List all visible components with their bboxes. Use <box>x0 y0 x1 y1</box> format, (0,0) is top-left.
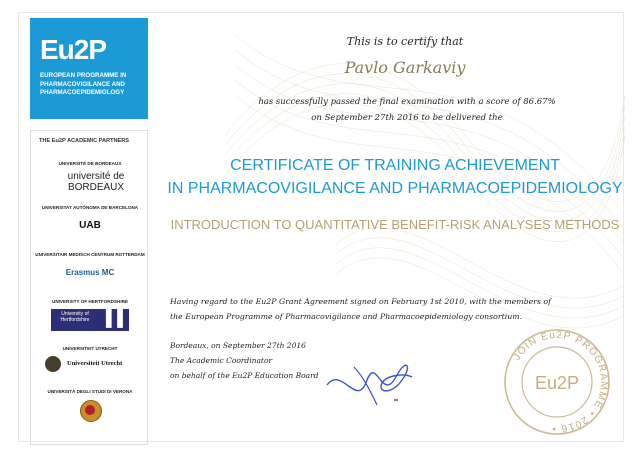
verona-seal-icon <box>78 399 102 421</box>
logo-mark: Eu2P <box>40 34 107 65</box>
partner-verona <box>35 389 145 421</box>
logo-line-2: PHARMACOVIGILANCE AND <box>40 80 126 88</box>
grant-statement-1: Having regard to the Eu2P Grant Agreement signed on February 1st 2010, with the members of <box>170 297 552 306</box>
exam-result: has successfully passed the final examination with a score of 86.67% <box>258 97 556 107</box>
partners-panel <box>30 130 148 445</box>
utrecht-logo <box>45 356 135 376</box>
logo-line-3: PHARMACOEPIDEMIOLOGY <box>40 89 125 96</box>
uab-logo-text: UAB <box>79 220 101 231</box>
sidebar <box>30 18 148 438</box>
education-board: on behalf of the Eu2P Education Board <box>170 371 319 380</box>
certificate-title-line-2: IN PHARMACOVIGILANCE AND PHARMACOEPIDEMIOLOGY <box>167 180 623 197</box>
stamp-center-text: Eu2P <box>534 373 580 393</box>
bordeaux-logo <box>50 171 130 191</box>
coordinator-role: The Academic Coordinator <box>170 356 273 365</box>
recipient-name: Pavlo Garkaviy <box>344 58 466 77</box>
logo-text <box>40 72 148 98</box>
utrecht-logo-text: Universiteit Utrecht <box>67 360 123 367</box>
uh-mark-icon: ▐▐ <box>100 310 123 327</box>
partner-hertfordshire <box>35 299 145 331</box>
utrecht-seal-icon <box>45 356 61 372</box>
place-date: Bordeaux, on September 27th 2016 <box>170 341 306 350</box>
programme-stamp <box>501 326 613 438</box>
partner-name: UNIVERSITAT AUTÒNOMA DE BARCELONA <box>41 205 139 210</box>
partners-title: THE Eu2P ACADEMIC PARTNERS <box>39 138 130 144</box>
partner-name: UNIVERSITAIR MEDISCH CENTRUM ROTTERDAM <box>35 252 145 257</box>
partner-barcelona <box>35 205 145 235</box>
partner-name: UNIVERSITÉ DE BORDEAUX <box>58 161 122 166</box>
delivery-date: on September 27th 2016 to be delivered the <box>311 113 503 123</box>
certificate-title-line-1: CERTIFICATE OF TRAINING ACHIEVEMENT <box>230 157 560 174</box>
hertfordshire-logo-text: University of Hertfordshire <box>60 311 90 323</box>
partner-rotterdam <box>35 252 145 282</box>
certificate-body <box>150 15 625 435</box>
grant-statement-2: the European Programme of Pharmacovigilance and Pharmacoepidemiology consortium. <box>170 312 523 321</box>
partner-name: UNIVERSITY OF HERTFORDSHIRE <box>52 299 128 304</box>
partner-bordeaux <box>35 161 145 191</box>
signature-icon <box>322 345 417 415</box>
erasmus-logo <box>55 262 125 282</box>
partner-utrecht <box>35 346 145 376</box>
stamp-ring-text: JOIN Eu2P PROGRAMME • 2016 • <box>511 329 610 435</box>
partner-name: UNIVERSITÀ DEGLI STUDI DI VERONA <box>47 389 133 394</box>
hertfordshire-logo <box>51 309 129 331</box>
uab-logo <box>65 215 115 235</box>
logo-line-1: EUROPEAN PROGRAMME IN <box>40 72 127 79</box>
certify-text: This is to certify that <box>346 35 464 48</box>
course-title: INTRODUCTION TO QUANTITATIVE BENEFIT-RISK ANALYSES METHODS <box>170 217 620 232</box>
eu2p-logo <box>30 18 148 119</box>
bordeaux-logo-text: université de BORDEAUX <box>67 171 125 193</box>
erasmus-logo-text: Erasmus MC <box>65 268 115 277</box>
partner-name: UNIVERSITEIT UTRECHT <box>62 346 118 351</box>
